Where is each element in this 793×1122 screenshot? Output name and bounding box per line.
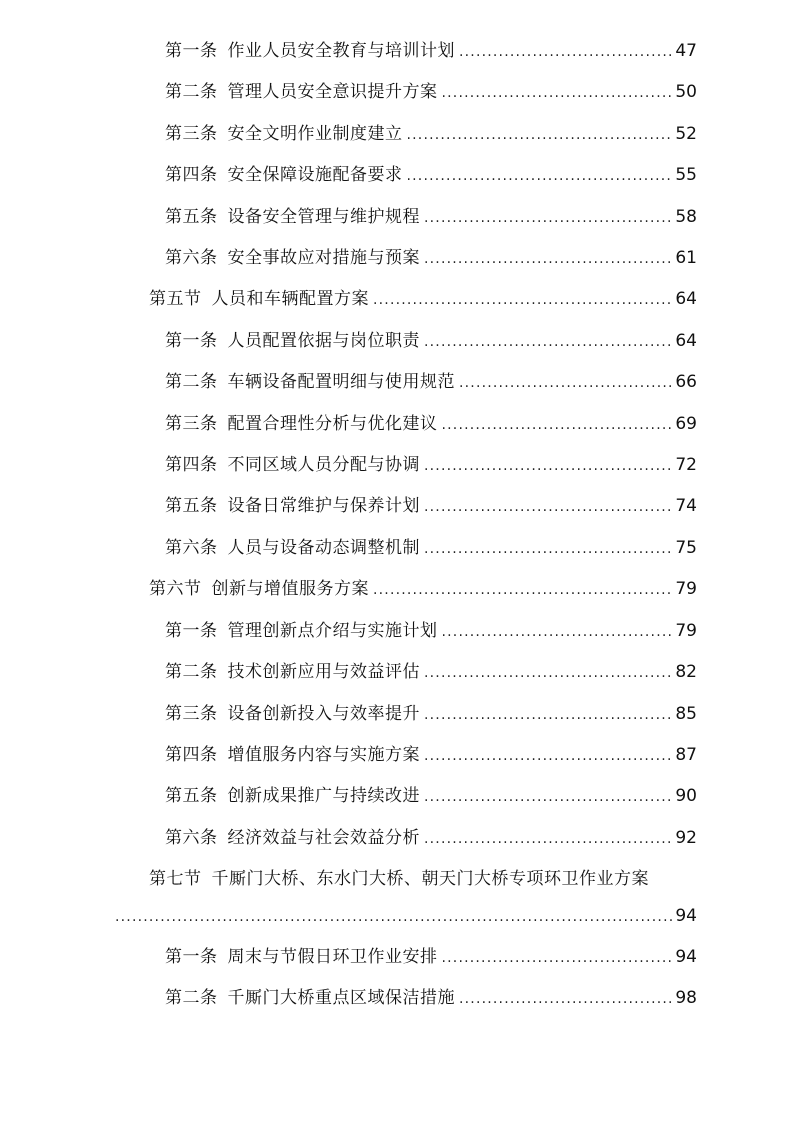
toc-entry-title [149,577,369,601]
toc-entry-title [165,205,420,229]
toc-page-number: 55 [675,165,697,185]
toc-entry-text: 不同区域人员分配与协调 [227,455,420,475]
toc-leader-dots [424,744,673,768]
toc-entry-title [165,945,438,969]
toc-entry-text: 千厮门大桥重点区域保洁措施 [227,988,455,1008]
toc-page-number: 94 [675,947,697,967]
toc-leader-dots [373,578,673,602]
toc-entry-title [165,163,403,187]
toc-entry-number: 第二条 [165,988,218,1008]
toc-entry-text: 安全事故应对措施与预案 [227,248,420,268]
toc-leader-dots [442,946,674,970]
toc-entry-text: 车辆设备配置明细与使用规范 [227,372,455,392]
toc-entry-title [165,743,420,767]
toc-entry-number: 第六条 [165,538,218,558]
toc-page-number: 47 [675,41,697,61]
toc-entry-number: 第五条 [165,786,218,806]
toc-entry-text: 管理人员安全意识提升方案 [227,82,438,102]
toc-entry-text: 作业人员安全教育与培训计划 [227,41,455,61]
toc-entry-text: 安全文明作业制度建立 [227,124,403,144]
toc-entry-title [165,329,420,353]
toc-entry-text: 人员配置依据与岗位职责 [227,331,420,351]
toc-entry-title [165,826,420,850]
toc-entry-text: 设备安全管理与维护规程 [227,207,420,227]
toc-entry-number: 第三条 [165,704,218,724]
toc-leader-dots [442,413,674,437]
toc-entry-text: 技术创新应用与效益评估 [227,662,420,682]
toc-page-number: 94 [675,906,697,926]
toc-entry-text: 设备日常维护与保养计划 [227,496,420,516]
toc-entry-number: 第四条 [165,745,218,765]
toc-leader-dots [407,123,674,147]
toc-entry-number: 第二条 [165,82,218,102]
toc-entry-number: 第五条 [165,207,218,227]
toc-entry[interactable] [165,246,697,270]
toc-entry-number: 第五条 [165,496,218,516]
toc-entry[interactable] [165,122,697,146]
toc-entry-text: 创新成果推广与持续改进 [227,786,420,806]
toc-entry[interactable] [165,826,697,850]
toc-page-number: 79 [675,579,697,599]
toc-page-number: 69 [675,414,697,434]
toc-page-number: 72 [675,455,697,475]
toc-entry-title [165,660,420,684]
toc-leader-dots [459,40,673,64]
toc-entry-text: 千厮门大桥、东水门大桥、朝天门大桥专项环卫作业方案 [211,869,649,889]
toc-entry-number: 第一条 [165,947,218,967]
toc-page-number: 92 [675,828,697,848]
toc-leader-dots [424,661,673,685]
toc-page-number: 79 [675,621,697,641]
toc-entry[interactable] [165,453,697,477]
toc-entry-number: 第六条 [165,248,218,268]
toc-entry-text: 设备创新投入与效率提升 [227,704,420,724]
toc-entry-number: 第五节 [149,289,202,309]
toc-entry-number: 第一条 [165,41,218,61]
toc-entry-title [165,494,420,518]
toc-leader-dots [459,987,673,1011]
toc-page-number: 66 [675,372,697,392]
toc-entry[interactable] [165,205,697,229]
toc-entry-number: 第三条 [165,414,218,434]
toc-page-number: 82 [675,662,697,682]
toc-entry-number: 第一条 [165,621,218,641]
toc-entry-title [149,287,369,311]
toc-page-number: 75 [675,538,697,558]
toc-entry-title [165,986,455,1010]
toc-entry-title [165,39,455,63]
toc-entry-text: 创新与增值服务方案 [211,579,369,599]
toc-entry[interactable] [165,619,697,643]
toc-leader-dots [407,164,674,188]
toc-page-number: 61 [675,248,697,268]
toc-entry[interactable] [165,39,697,63]
toc-entry[interactable] [165,945,697,969]
toc-page-number: 87 [675,745,697,765]
toc-section-entry-continuation[interactable] [115,904,697,928]
toc-entry[interactable] [165,412,697,436]
toc-entry[interactable] [165,660,697,684]
toc-entry[interactable] [165,163,697,187]
toc-entry-number: 第四条 [165,455,218,475]
toc-entry-number: 第二条 [165,662,218,682]
toc-page-number: 58 [675,207,697,227]
toc-leader-dots [115,905,673,929]
toc-entry[interactable] [165,80,697,104]
toc-leader-dots [424,827,673,851]
toc-leader-dots [424,785,673,809]
toc-entry-title [165,412,438,436]
toc-page-number: 64 [675,331,697,351]
toc-leader-dots [459,371,673,395]
toc-page-number: 52 [675,124,697,144]
toc-entry-text: 经济效益与社会效益分析 [227,828,420,848]
toc-leader-dots [424,537,673,561]
toc-entry[interactable] [165,784,697,808]
toc-page-number: 85 [675,704,697,724]
toc-entry-number: 第六节 [149,579,202,599]
toc-page-number: 50 [675,82,697,102]
toc-entry-title [165,619,438,643]
toc-page-number: 98 [675,988,697,1008]
toc-leader-dots [424,703,673,727]
toc-leader-dots [424,330,673,354]
toc-entry-text: 人员和车辆配置方案 [211,289,369,309]
toc-entry-title [165,80,438,104]
toc-entry-title [165,122,403,146]
toc-entry-number: 第七节 [149,869,202,889]
toc-entry[interactable] [165,702,697,726]
toc-entry-text: 人员与设备动态调整机制 [227,538,420,558]
toc-leader-dots [424,247,673,271]
toc-entry-title [165,453,420,477]
toc-leader-dots [442,620,674,644]
toc-entry-title [165,784,420,808]
toc-entry-text: 增值服务内容与实施方案 [227,745,420,765]
toc-entry-text: 周末与节假日环卫作业安排 [227,947,438,967]
toc-entry-number: 第三条 [165,124,218,144]
toc-section-entry-title[interactable] [149,867,649,891]
toc-entry-title [165,370,455,394]
toc-entry-number: 第二条 [165,372,218,392]
toc-entry-text: 安全保障设施配备要求 [227,165,403,185]
toc-entry-number: 第四条 [165,165,218,185]
toc-section-entry[interactable] [149,577,697,601]
toc-entry-title [165,246,420,270]
toc-entry[interactable] [165,536,697,560]
toc-page-number: 64 [675,289,697,309]
toc-leader-dots [424,206,673,230]
toc-entry-text: 管理创新点介绍与实施计划 [227,621,438,641]
toc-entry-number: 第一条 [165,331,218,351]
toc-entry-title [165,536,420,560]
toc-entry-text: 配置合理性分析与优化建议 [227,414,438,434]
toc-entry[interactable] [165,986,697,1010]
toc-leader-dots [424,454,673,478]
toc-entry[interactable] [165,329,697,353]
toc-entry-title [165,702,420,726]
toc-entry[interactable] [165,743,697,767]
toc-leader-dots [424,495,673,519]
toc-leader-dots [373,288,673,312]
toc-page-number: 74 [675,496,697,516]
toc-section-entry[interactable] [149,287,697,311]
toc-leader-dots [442,81,674,105]
toc-entry[interactable] [165,494,697,518]
toc-page-number: 90 [675,786,697,806]
toc-entry[interactable] [165,370,697,394]
toc-entry-number: 第六条 [165,828,218,848]
